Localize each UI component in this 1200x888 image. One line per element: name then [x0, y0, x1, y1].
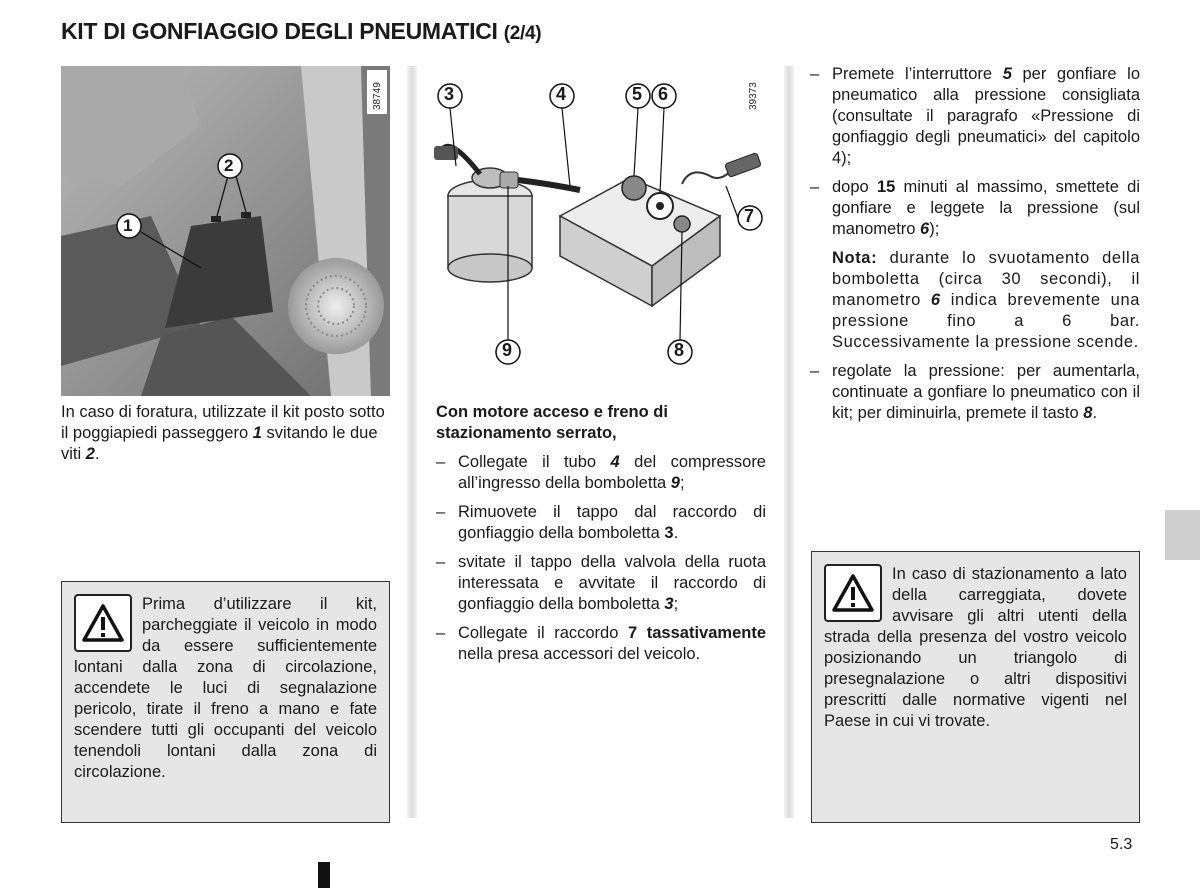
diagram-callout-6: 6 [658, 84, 669, 104]
warning-box-roadside [811, 551, 1140, 823]
caption-ref: 1 [252, 424, 262, 442]
diagram-callout-9: 9 [502, 340, 513, 360]
list-item: – Collegate il tubo 4 del compressore all’ingresso della bomboletta 9; [436, 452, 766, 494]
section-heading: Con motore acceso e freno di stazionamento serrato, [436, 403, 668, 442]
right-column [810, 64, 1140, 432]
note-paragraph: Nota: durante lo svuotamento della bomboletta (circa 30 secondi), il manometro 6 indica brevemente una pressione fino a 6 bar. Successivamente la pressione scende. [832, 249, 1140, 351]
column-separator-right [784, 66, 794, 818]
photo-illustration [61, 66, 390, 396]
caption-text: In caso di foratura, utilizzate il kit posto sotto il poggiapiedi passeggero [61, 403, 385, 442]
diagram-callout-5: 5 [632, 84, 643, 104]
print-mark [318, 862, 330, 888]
photo-ref-code: 38749 [372, 82, 383, 110]
caption-ref: 2 [85, 445, 95, 463]
warning-box-parking [61, 581, 390, 823]
page-number: 5.3 [1110, 836, 1133, 853]
chapter-tab [1165, 510, 1200, 560]
caption-text: svitando le due viti [61, 424, 378, 463]
list-item: – Rimuovete il tappo dal raccordo di gonfiaggio della bomboletta 3. [436, 502, 766, 544]
page-title-part: (2/4) [503, 23, 542, 44]
list-item: – Collegate il raccordo 7 tassativamente nella presa accessori del veicolo. [436, 623, 766, 665]
diagram-callout-7: 7 [744, 206, 755, 226]
photo-caption [61, 402, 391, 465]
warning-text: Prima d’utilizzare il kit, parcheggiate il veicolo in modo da essere sufficientemente lontani dalla zona di circolazione, accendete le luci di segnalazione pericolo, tirate il freno a mano e fate scendere tutti gli occupanti del veicolo tenendoli lontani dalla zona di circolazione. [74, 595, 377, 781]
diagram-callout-4: 4 [556, 84, 567, 104]
list-item: – regolate la pressione: per aumentarla, continuate a gonfiare lo pneumatico con il kit; per diminuirla, premete il tasto 8. [810, 361, 1140, 424]
diagram-callout-3: 3 [444, 84, 455, 104]
diagram-ref-code: 39373 [748, 82, 759, 110]
kit-illustration [420, 66, 772, 376]
warning-triangle-icon [824, 564, 882, 622]
diagram-callout-8: 8 [674, 340, 685, 360]
photo-callout-2: 2 [224, 156, 234, 175]
page-title-text: KIT DI GONFIAGGIO DEGLI PNEUMATICI [61, 18, 498, 44]
warning-text: In caso di stazionamento a lato della carreggiata, dovete avvisare gli altri utenti della strada della presenza del vostro veicolo posizionando un triangolo di presegnalazione o altri dispositivi prescritti dalle normative vigenti nel Paese in cui vi trovate. [824, 565, 1127, 730]
page-title [61, 18, 541, 45]
warning-triangle-icon [74, 594, 132, 652]
list-item: – svitate il tappo della valvola della ruota interessata e avvitate il raccordo di gonfiaggio della bomboletta 3; [436, 552, 766, 615]
photo-callout-1: 1 [123, 216, 133, 235]
middle-column [436, 402, 766, 673]
figure-kit-diagram [420, 66, 772, 376]
column-separator-left [407, 66, 417, 818]
caption-text: . [94, 445, 100, 463]
list-item: – dopo 15 minuti al massimo, smettete di gonfiare e leggete la pressione (sul manometro 6); [810, 177, 1140, 240]
list-item: – Premete l’interruttore 5 per gonfiare lo pneumatico alla pressione consigliata (consultate il paragrafo «Pressione di gonfiaggio degli pneumatici» del capitolo 4); [810, 64, 1140, 169]
figure-photo-footrest [61, 66, 390, 396]
